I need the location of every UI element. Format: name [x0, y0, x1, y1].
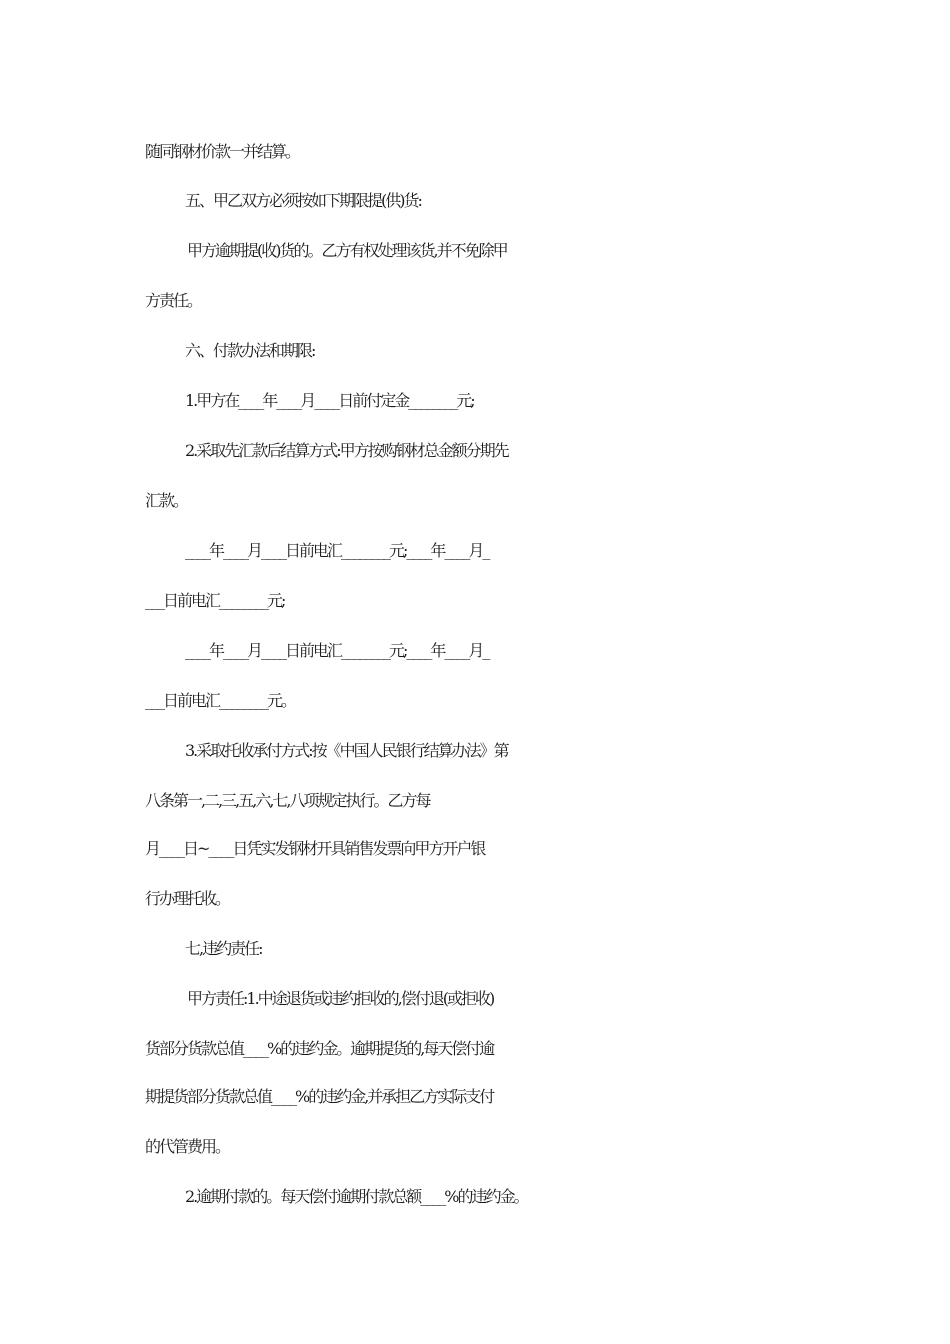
text-line: 3.采取托收承付方式:按《中国人民银行结算办法》第 — [185, 741, 508, 760]
text-line: 随同钢材价款一并结算。 — [145, 142, 300, 161]
text-line: 货部分货款总值____%的违约金。逾期提货的,每天偿付逾 — [145, 1039, 494, 1058]
section-heading: 五、甲乙双方必须按如下期限提(供)货: — [185, 191, 421, 210]
text-line: 行办理托收。 — [145, 889, 230, 908]
text-line: 2.逾期付款的。每天偿付逾期付款总额____%的违约金。 — [185, 1187, 528, 1206]
text-line: 八条第一,二,三,五,六,七,八项规定执行。乙方每 — [145, 791, 430, 810]
section-heading: 七,违约责任: — [185, 939, 262, 958]
text-line: 2.采取先汇款后结算方式:甲方按购钢材总金额分期先 — [185, 441, 508, 460]
section-heading: 六、付款办法和期限: — [185, 341, 315, 360]
text-line: ___日前电汇________元。 — [145, 691, 296, 710]
text-line: ____年____月____日前电汇________元;____年____月_ — [185, 641, 489, 660]
text-line: 期提货部分货款总值____%的违约金,并承担乙方实际支付 — [145, 1087, 494, 1106]
text-line: 甲方责任:1.中途退货或违约拒收的,偿付退(或拒收) — [187, 989, 494, 1008]
text-line: 甲方逾期提(收)货的。乙方有权处理该货,并不免除甲 — [187, 241, 507, 260]
text-line: ____年____月____日前电汇________元;____年____月_ — [185, 541, 489, 560]
text-line: 1.甲方在____年____月____日前付定金________元; — [185, 391, 474, 410]
text-line: 月____日~____日凭实发钢材开具销售发票向甲方开户银 — [145, 839, 485, 858]
text-line: 方责任。 — [145, 291, 202, 310]
text-line: ___日前电汇________元; — [145, 591, 285, 610]
text-line: 汇款。 — [145, 491, 188, 510]
text-line: 的代管费用。 — [145, 1137, 230, 1156]
